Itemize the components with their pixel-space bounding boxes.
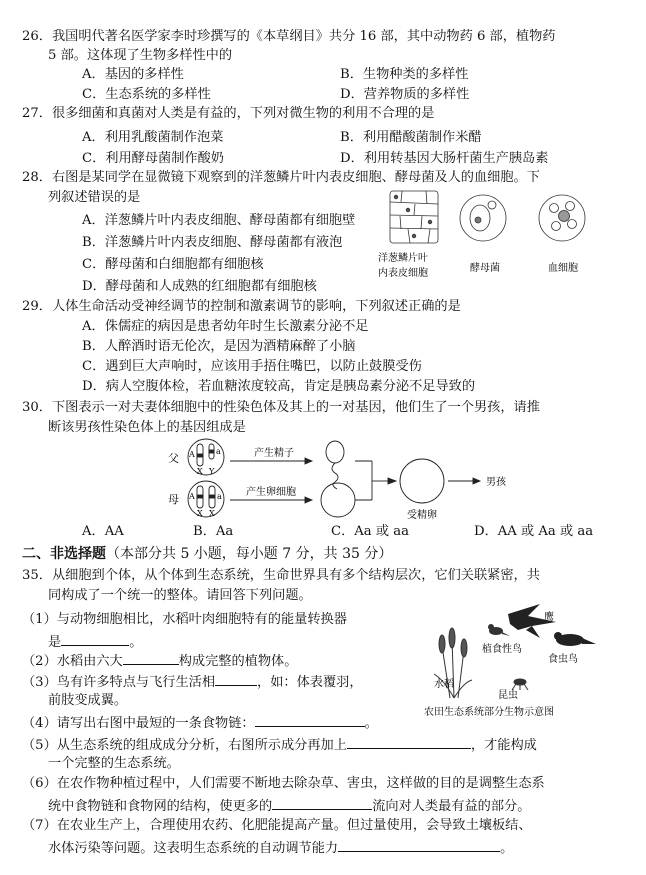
q35-part3-line2: 前肢变成翼。: [48, 693, 128, 708]
q29-stem: 29．人体生命活动受神经调节的控制和激素调节的影响，下列叙述正确的是: [22, 299, 461, 314]
q35-part1-prefix: 是: [48, 635, 62, 650]
q28-option-a: A．洋葱鳞片叶内表皮细胞、酵母菌都有细胞壁: [82, 213, 356, 228]
q35-part1-line2: [48, 632, 142, 651]
q28-stem-line2: 列叙述错误的是: [48, 190, 141, 205]
q26-option-b: B．生物种类的多样性: [340, 67, 469, 82]
q35-ecosystem-figure: [420, 600, 602, 722]
zygote-label: 受精卵: [407, 510, 437, 520]
section2-heading: [22, 546, 392, 563]
herbivorous-bird-label: 植食性鸟: [482, 644, 522, 655]
q35-part7-end: 。: [500, 841, 514, 856]
egg-arrow-label: 产生卵细胞: [246, 487, 296, 498]
ecosystem-caption: 农田生态系统部分生物示意图: [424, 707, 554, 718]
q35-part4-prefix: （4）请写出右图中最短的一条食物链：: [22, 716, 255, 731]
section2-title: 二、非选择题: [22, 546, 106, 562]
q35-part4: [22, 713, 378, 732]
q26-stem-line1: 26．我国明代著名医学家李时珍撰写的《本草纲目》共分 16 部，其中动物药 6 部，植物药: [22, 29, 556, 44]
rice-label: 水稻: [434, 679, 454, 690]
q30-inheritance-figure: [160, 437, 535, 520]
mother-gene-A: A: [189, 492, 195, 501]
q35-part6-line1: （6）在农作物种植过程中，人们需要不断地去除杂草、害虫，这样做的目的是调整生态系: [22, 776, 545, 791]
q30-stem-line2: 断该男孩性染色体上的基因组成是: [48, 420, 246, 435]
yeast-drawing: [460, 195, 506, 241]
father-gene-A: A: [189, 450, 195, 459]
onion-cells-drawing: [390, 191, 438, 243]
mother-label: 母: [168, 493, 179, 506]
mother-chrom-X1: X: [197, 509, 203, 518]
q27-stem: 27．很多细菌和真菌对人类是有益的，下列对微生物的利用不合理的是: [22, 106, 435, 121]
q35-part1-answer-blank[interactable]: [61, 632, 129, 646]
boy-label: 男孩: [486, 477, 506, 488]
q26-stem-line2: 5 部。这体现了生物多样性中的: [48, 48, 233, 63]
q27-option-c: C．利用酵母菌制作酸奶: [82, 151, 224, 166]
q35-part6-line2: [48, 796, 530, 815]
father-gene-a: a: [216, 447, 221, 456]
q35-part5-suffix: ，才能构成: [470, 738, 537, 753]
q28-option-b: B．洋葱鳞片叶内表皮细胞、酵母菌都有液泡: [82, 235, 343, 250]
q35-part7-line1: （7）在农业生产上，合理使用农药、化肥能提高产量。但过量使用，会导致土壤板结、: [22, 818, 532, 833]
q35-stem-line2: 同构成了一个统一的整体。请回答下列问题。: [48, 588, 312, 603]
q35-part5-prefix: （5）从生态系统的组成成分分析，右图所示成分再加上: [22, 738, 347, 753]
q35-part3-answer-blank[interactable]: [215, 672, 257, 686]
sperm-drawing: [326, 441, 344, 489]
q27-option-a: A．利用乳酸菌制作泡菜: [82, 130, 224, 145]
q35-part7-prefix: 水体污染等问题。这表明生态系统的自动调节能力: [48, 841, 339, 856]
q30-option-d: D．AA 或 Aa 或 aa: [474, 524, 594, 539]
q26-option-d: D．营养物质的多样性: [340, 87, 470, 102]
blood-label: 血细胞: [548, 263, 578, 274]
q35-part2: [22, 651, 297, 670]
q26-option-c: C．生态系统的多样性: [82, 87, 211, 102]
q28-stem-line1: 28．右图是某同学在显微镜下观察到的洋葱鳞片叶内表皮细胞、酵母菌及人的血细胞。下: [22, 170, 540, 185]
q35-part1-end: 。: [129, 635, 143, 650]
q35-part3-line1: [22, 672, 363, 691]
q30-option-b: B．Aa: [193, 524, 234, 539]
q27-option-d: D．利用转基因大肠杆菌生产胰岛素: [340, 151, 549, 166]
onion-label-1: 洋葱鳞片叶: [378, 253, 428, 264]
q35-part2-suffix: 构成完整的植物体。: [178, 654, 298, 669]
q29-option-a: A．侏儒症的病因是患者幼年时生长激素分泌不足: [82, 319, 369, 334]
q35-part5-answer-blank[interactable]: [347, 735, 471, 749]
q35-part7-answer-blank[interactable]: [338, 838, 500, 852]
q35-part7-line2: [48, 838, 513, 857]
q28-option-d: D．酵母菌和人成熟的红细胞都有细胞核: [82, 279, 317, 294]
father-label: 父: [168, 452, 179, 465]
q29-option-d: D．病人空腹体检，若血糖浓度较高，肯定是胰岛素分泌不足导致的: [82, 379, 476, 394]
eagle-label: 鹰: [544, 612, 554, 623]
yeast-label: 酵母菌: [470, 263, 500, 274]
q30-option-c: C．Aa 或 aa: [331, 524, 409, 539]
q35-part2-answer-blank[interactable]: [123, 651, 179, 665]
q29-option-b: B．人醉酒时语无伦次，是因为酒精麻醉了小脑: [82, 339, 356, 354]
mother-chrom-X2: X: [209, 509, 215, 518]
q30-option-a: A．AA: [82, 524, 124, 539]
q35-part5-line2: 一个完整的生态系统。: [48, 756, 180, 771]
father-chrom-Y: Y: [209, 467, 215, 476]
q35-part6-suffix: 流向对人类最有益的部分。: [372, 799, 531, 814]
q26-option-a: A．基因的多样性: [82, 67, 184, 82]
herbivorous-bird-drawing: [488, 624, 510, 636]
q28-option-c: C．酵母菌和白细胞都有细胞核: [82, 257, 264, 272]
q35-part2-prefix: （2）水稻由六大: [22, 654, 123, 669]
q28-cell-figure: [370, 188, 595, 288]
egg-drawing: [321, 483, 355, 517]
q30-stem-line1: 30．下图表示一对夫妻体细胞中的性染色体及其上的一对基因，他们生了一个男孩，请推: [22, 400, 540, 415]
insect-drawing: [512, 679, 528, 690]
q35-part3-suffix: ，如：体表覆羽，: [257, 675, 363, 690]
q35-part5-line1: [22, 735, 537, 754]
insectivorous-bird-label: 食虫鸟: [548, 654, 578, 665]
q27-option-b: B．利用醋酸菌制作米醋: [340, 130, 482, 145]
q35-part4-answer-blank[interactable]: [255, 713, 365, 727]
section2-note: （本部分共 5 小题，每小题 7 分，共 35 分）: [106, 546, 393, 562]
blood-cells-drawing: [539, 195, 585, 241]
zygote-drawing: [400, 459, 444, 503]
father-chrom-X: X: [197, 467, 203, 476]
q35-part6-prefix: 统中食物链和食物网的结构，使更多的: [48, 799, 273, 814]
insect-label: 昆虫: [498, 690, 518, 701]
onion-label-2: 内表皮细胞: [378, 268, 428, 279]
q35-part4-end: 。: [364, 716, 378, 731]
mother-gene-a: a: [217, 492, 222, 501]
sperm-arrow-label: 产生精子: [254, 448, 294, 459]
q35-part1-line1: （1）与动物细胞相比，水稻叶肉细胞特有的能量转换器: [22, 612, 347, 627]
q35-stem-line1: 35．从细胞到个体，从个体到生态系统，生命世界具有多个结构层次，它们关联紧密，共: [22, 568, 540, 583]
q29-option-c: C．遇到巨大声响时，应该用手捂住嘴巴，以防止鼓膜受伤: [82, 359, 422, 374]
insectivorous-bird-drawing: [554, 632, 596, 646]
q35-part6-answer-blank[interactable]: [272, 796, 372, 810]
q35-part3-prefix: （3）鸟有许多特点与飞行生活相: [22, 675, 216, 690]
